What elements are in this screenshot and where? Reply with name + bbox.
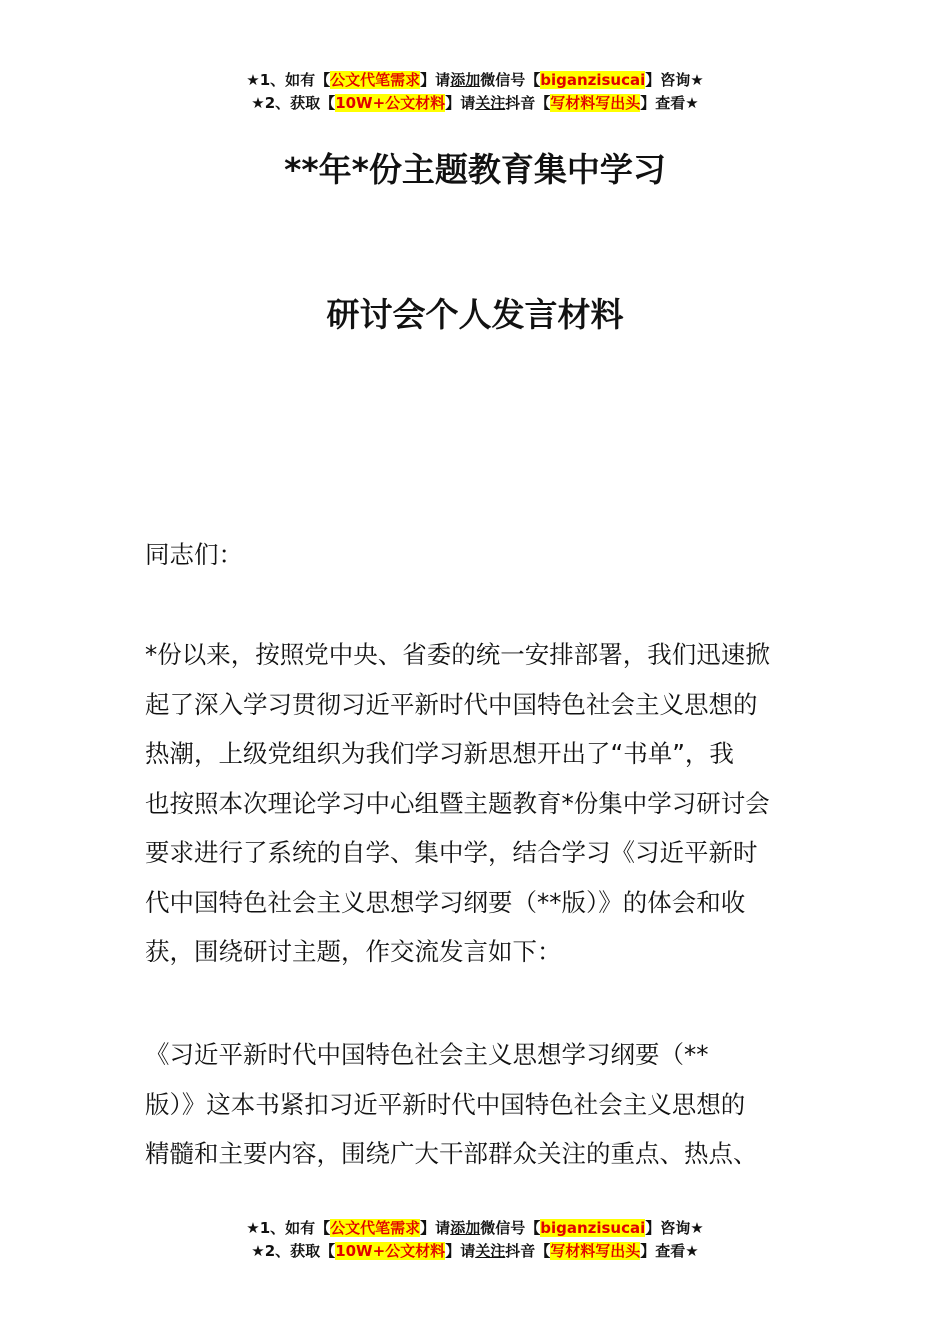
- banner-text: ★2、获取【: [251, 1242, 336, 1260]
- banner-text: 】查看★: [640, 1242, 699, 1260]
- underlined-text: 添加: [450, 71, 481, 89]
- paragraph-2: [145, 1030, 810, 1179]
- banner-line-1: [0, 1217, 950, 1240]
- underlined-text: 关注: [475, 94, 506, 112]
- highlight-text: 10W+公文材料: [335, 1242, 446, 1260]
- highlight-text: 写材料写出头: [550, 94, 641, 112]
- banner-text: 】请: [445, 1242, 476, 1260]
- banner-text: ★2、获取【: [251, 94, 336, 112]
- paragraph-line: 也按照本次理论学习中心组暨主题教育*份集中学习研讨会: [145, 788, 770, 818]
- banner-line-2: [0, 1240, 950, 1263]
- document-title-line-1: **年*份主题教育集中学习: [284, 150, 666, 189]
- paragraph-line: 获，围绕研讨主题，作交流发言如下：: [145, 937, 562, 966]
- bottom-banner: [0, 1217, 950, 1263]
- highlight-text: biganzisucai: [540, 1219, 646, 1237]
- banner-text: 】请: [420, 1219, 451, 1237]
- banner-text: 微信号【: [480, 1219, 541, 1237]
- paragraph-line: 精髓和主要内容，围绕广大干部群众关注的重点、热点、: [145, 1139, 758, 1168]
- paragraph-line: 代中国特色社会主义思想学习纲要（**版）》的体会和收: [145, 887, 746, 917]
- highlight-text: biganzisucai: [540, 71, 646, 89]
- highlight-text: 10W+公文材料: [335, 94, 446, 112]
- underlined-text: 关注: [475, 1242, 506, 1260]
- highlight-text: 公文代笔需求: [330, 71, 421, 89]
- banner-text: 】咨询★: [645, 1219, 704, 1237]
- banner-text: ★1、如有【: [246, 71, 331, 89]
- paragraph-line: 起了深入学习贯彻习近平新时代中国特色社会主义思想的: [145, 689, 758, 719]
- banner-text: 】请: [420, 71, 451, 89]
- banner-text: ★1、如有【: [246, 1219, 331, 1237]
- banner-line-1: [0, 69, 950, 92]
- document-title-line-2: 研讨会个人发言材料: [326, 295, 624, 334]
- paragraph-line: 热潮，上级党组织为我们学习新思想开出了“书单”，我: [145, 739, 734, 768]
- highlight-text: 公文代笔需求: [330, 1219, 421, 1237]
- paragraph-1: [145, 630, 810, 977]
- banner-text: 抖音【: [505, 94, 551, 112]
- underlined-text: 添加: [450, 1219, 481, 1237]
- banner-text: 抖音【: [505, 1242, 551, 1260]
- banner-line-2: [0, 92, 950, 115]
- paragraph-line: 版）》这本书紧扣习近平新时代中国特色社会主义思想的: [145, 1089, 746, 1119]
- paragraph-line: 要求进行了系统的自学、集中学，结合学习《习近平新时: [145, 838, 758, 867]
- banner-text: 】咨询★: [645, 71, 704, 89]
- banner-text: 】查看★: [640, 94, 699, 112]
- banner-text: 微信号【: [480, 71, 541, 89]
- paragraph-line: 《习近平新时代中国特色社会主义思想学习纲要（**: [145, 1040, 709, 1069]
- salutation: 同志们：: [145, 540, 243, 569]
- paragraph-line: *份以来，按照党中央、省委的统一安排部署，我们迅速掀: [145, 640, 770, 669]
- top-banner: [0, 69, 950, 115]
- highlight-text: 写材料写出头: [550, 1242, 641, 1260]
- banner-text: 】请: [445, 94, 476, 112]
